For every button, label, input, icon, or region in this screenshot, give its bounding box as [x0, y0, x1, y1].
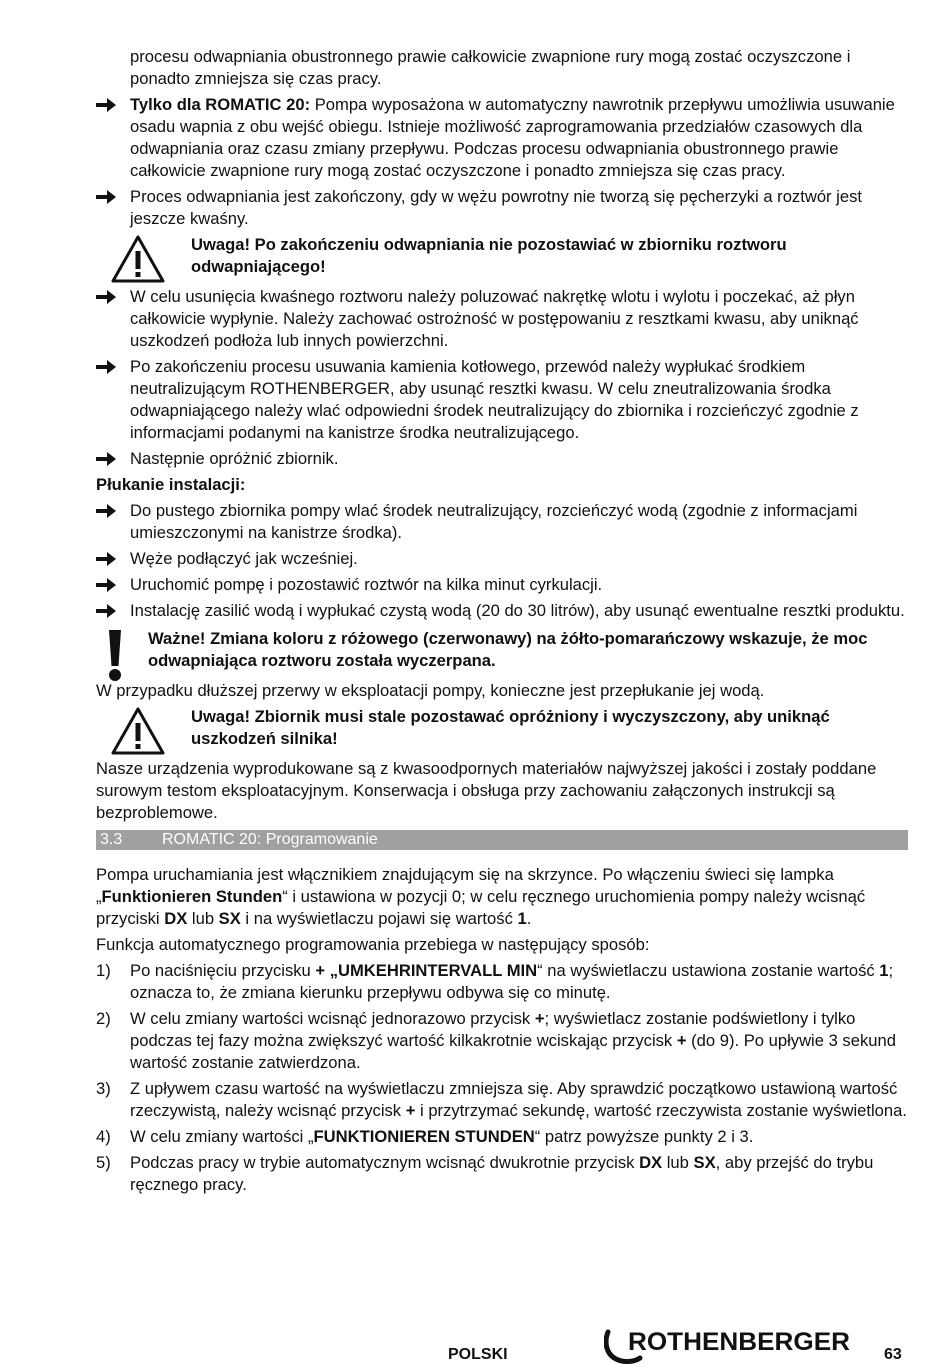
arrow-bullet-icon — [96, 448, 116, 466]
arrow-bullet-icon — [96, 548, 116, 566]
bullet-finished: Proces odwapniania jest zakończony, gdy w wężu powrotny nie tworzą się pęcherzyki a roztwór jest jeszcze kwaśny. — [96, 186, 908, 230]
warning-triangle-icon — [110, 234, 166, 284]
exclamation-icon — [106, 630, 124, 682]
bullet-flush-1: Do pustego zbiornika pompy wlać środek neutralizujący, rozcieńczyć wodą (zgodnie z informacjami umieszczonymi na kanistrze środka). — [96, 500, 908, 544]
arrow-bullet-icon — [96, 574, 116, 592]
section-title: ROMATIC 20: Programowanie — [162, 831, 378, 848]
paragraph-continued: procesu odwapniania obustronnego prawie całkowicie zwapnione rury mogą zostać oczyszczone i ponadto zmniejsza się czas pracy. — [130, 47, 851, 88]
bullet-romatic20: Tylko dla ROMATIC 20: Pompa wyposażona w automatyczny nawrotnik przepływu umożliwia usuwanie osadu wapnia z obu wejść obiegu. Istnieje możliwość zaprogramowania przedziałów czasowych dla odwapniania oraz czasu zmiany przepływu. Podczas procesu odwapniania obustronnego prawie całkowicie zwapnione rury mogą zostać oczyszczone i ponadto zmniejsza się czas pracy. — [96, 94, 908, 182]
document-page — [96, 46, 908, 1200]
section-number: 3.3 — [100, 831, 123, 848]
warning-block-1: Uwaga! Po zakończeniu odwapniania nie pozostawiać w zbiorniku roztworu odwapniającego! — [96, 234, 908, 282]
bullet-remove-solution: W celu usunięcia kwaśnego roztworu należy poluzować nakrętkę wlotu i wylotu i poczekać, aż płyn całkowicie wypłynie. Należy zachować ostrożność w postępowaniu z resztkami kwasu, aby uniknąć uszkodzeń podłoża lub innych powierzchni. — [96, 286, 908, 352]
step-3: 3) Z upływem czasu wartość na wyświetlaczu zmniejsza się. Aby sprawdzić początkowo ustawioną wartość rzeczywistą, należy wcisnąć przycisk + i przytrzymać sekundę, wartość rzeczywista zostanie wyświetlona. — [96, 1079, 907, 1120]
page-footer — [0, 1328, 950, 1364]
page-number: 63 — [884, 1346, 902, 1363]
bullet-flush-4: Instalację zasilić wodą i wypłukać czystą wodą (20 do 30 litrów), aby usunąć ewentualne resztki produktu. — [96, 600, 908, 622]
arrow-bullet-icon — [96, 94, 116, 112]
step-4: 4) W celu zmiany wartości „FUNKTIONIEREN STUNDEN“ patrz powyższe punkty 2 i 3. — [96, 1127, 754, 1146]
bullet-flush-3: Uruchomić pompę i pozostawić roztwór na kilka minut cyrkulacji. — [96, 574, 908, 596]
step-2: 2) W celu zmiany wartości wcisnąć jednorazowo przycisk +; wyświetlacz zostanie podświetlony i tylko podczas tej fazy można zwiększyć wartość kilkakrotnie wciskając przycisk + (do 9). Po upływie 3 sekund wartość zostanie zatwierdzona. — [96, 1009, 896, 1072]
step-5: 5) Podczas pracy w trybie automatycznym wcisnąć dwukrotnie przycisk DX lub SX, aby przejść do trybu ręcznego pracy. — [96, 1153, 874, 1194]
arrow-bullet-icon — [96, 186, 116, 204]
paragraph-quality: Nasze urządzenia wyprodukowane są z kwasoodpornych materiałów najwyższej jakości i zostały poddane surowym testom eksploatacyjnym. Konserwacja i obsługa przy zachowaniu załączonych instrukcji są bezproblemowe. — [96, 759, 877, 822]
arrow-bullet-icon — [96, 500, 116, 518]
paragraph-auto-programming: Funkcja automatycznego programowania przebiega w następujący sposób: — [96, 935, 650, 954]
heading-flushing: Płukanie instalacji: — [96, 475, 246, 494]
warning-triangle-icon — [110, 706, 166, 756]
arrow-bullet-icon — [96, 356, 116, 374]
paragraph-programming-intro: Pompa uruchamiania jest włącznikiem znajdującym się na skrzynce. Po włączeniu świeci się lampka „Funktionieren Stunden“ i ustawiona w pozycji 0; w celu ręcznego uruchomienia pompy należy wcisnąć przyciski DX lub SX i na wyświetlaczu pojawi się wartość 1. — [96, 865, 866, 928]
section-heading-bar — [96, 830, 908, 850]
paragraph-long-break: W przypadku dłuższej przerwy w eksploatacji pompy, konieczne jest przepłukanie jej wodą. — [96, 681, 765, 700]
svg-text:ROTHENBERGER: ROTHENBERGER — [628, 1328, 850, 1356]
arrow-bullet-icon — [96, 286, 116, 304]
bullet-neutralize: Po zakończeniu procesu usuwania kamienia kotłowego, przewód należy wypłukać środkiem neutralizującym ROTHENBERGER, aby usunąć resztki kwasu. W celu zneutralizowania środka odwapniającego należy wlać odpowiedni środek neutralizujący do zbiornika i rozcieńczyć zgodnie z informacjami podanymi na kanistrze środka neutralizującego. — [96, 356, 908, 444]
step-1: 1) Po naciśnięciu przycisku + „UMKEHRINTERVALL MIN“ na wyświetlaczu ustawiona zostanie wartość 1; oznacza to, że zmiana kierunku przepływu odbywa się co minutę. — [96, 961, 894, 1002]
rothenberger-logo — [604, 1328, 854, 1364]
important-block: Ważne! Zmiana koloru z różowego (czerwonawy) na żółto-pomarańczowy wskazuje, że moc odwapniająca roztworu została wyczerpana. — [96, 628, 908, 676]
bullet-flush-2: Węże podłączyć jak wcześniej. — [96, 548, 908, 570]
footer-language: POLSKI — [448, 1346, 508, 1363]
bullet-empty-tank: Następnie opróżnić zbiornik. — [96, 448, 908, 470]
warning-block-2: Uwaga! Zbiornik musi stale pozostawać opróżniony i wyczyszczony, aby uniknąć uszkodzeń silnika! — [96, 706, 908, 754]
arrow-bullet-icon — [96, 600, 116, 618]
